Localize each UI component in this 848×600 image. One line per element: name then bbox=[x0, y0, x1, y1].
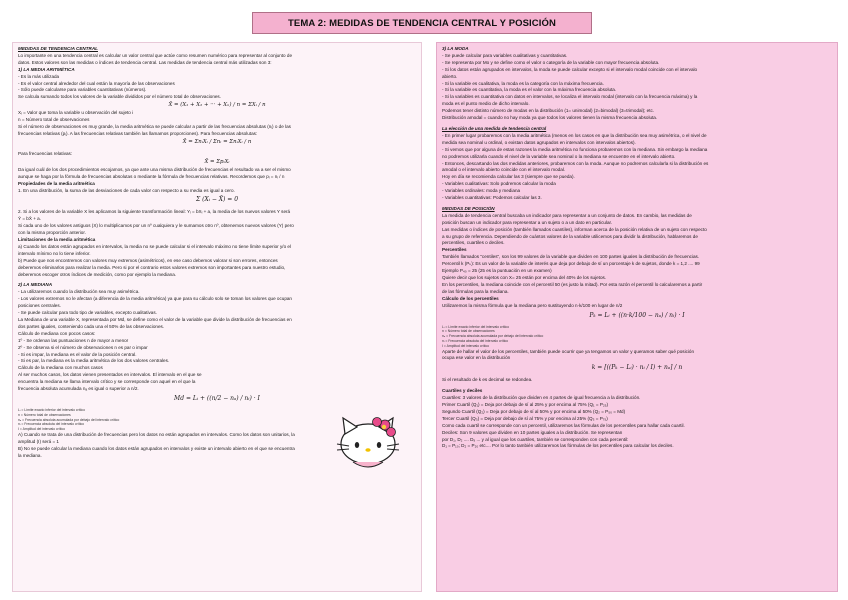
text-line: 2. Si a los valores de la variable X les aplicamos la siguiente transformación lineal: Yᵢ = bXᵢ + a, la media de los nuevos valores Y será bbox=[18, 209, 291, 215]
text-line: a) Cuando los datos están agrupados en intervalos, la media no se puede calcular si el intervalo máximo no tiene límite superior y/o el bbox=[18, 243, 291, 249]
text-line: Tercer Cuartil (Q₃) = Deja por debajo de sí al 75% y por encima al 25% (Q₃ = P₇₅) bbox=[442, 415, 608, 421]
text-line: - Variables cuantitativas: Podemos calcular las 3. bbox=[442, 195, 542, 201]
section-heading: 3) LA MODA bbox=[442, 46, 469, 51]
text-line: - La utilizaremos cuando la distribución sea muy asimétrica. bbox=[18, 289, 140, 295]
text-line: con la misma proporción anterior. bbox=[18, 230, 86, 236]
text-line: Distribución amodal = cuando no hay moda ya que todos los valores tienen la misma frecuencia absoluta. bbox=[442, 115, 658, 121]
formula: X̄ = ΣpᵢXᵢ bbox=[204, 158, 230, 165]
text-line: Lᵢ = Límite exacto inferior del intervalo crítico bbox=[442, 324, 509, 329]
section-heading: 1) LA MEDIA ARITMÉTICA bbox=[18, 66, 75, 72]
formula: k = [((Pₖ − Lᵢ) · nᵢ / I) + nₐ] / n bbox=[591, 364, 683, 372]
text-line: 1. En una distribución, la suma de las desviaciones de cada valor con respecto a su media es igual a cero. bbox=[18, 187, 235, 193]
section-heading: MEDIDAS DE TENDENCIA CENTRAL bbox=[18, 46, 98, 51]
page-title: TEMA 2: MEDIDAS DE TENDENCIA CENTRAL Y POSICIÓN bbox=[288, 17, 556, 29]
text-line: Cálculo de mediana con pocos casos: bbox=[18, 330, 96, 336]
text-line: Percentil k (Pₖ): Es un valor de la variable de interés que deja por debajo de sí un porcentaje k de sujetos, donde k = 1,2 .... 99 bbox=[442, 261, 700, 267]
text-line: Lᵢ = Límite exacto inferior del intervalo crítico bbox=[18, 407, 85, 412]
text-line: frecuencia absoluta acumulada nₐ es igual o superior a n/2. bbox=[18, 386, 139, 392]
text-line: - Si es par, la mediana es la media aritmética de los dos valores centrales. bbox=[18, 358, 170, 364]
text-line: - Se puede calcular para variables cualitativas y cuantitativas. bbox=[442, 52, 568, 58]
text-line: percentiles, cuartiles o deciles. bbox=[442, 240, 505, 246]
text-line: no podremos utilizarla cuando el nivel de la variable sea nominal o la mediana se encuentre en el intervalo abierto. bbox=[442, 153, 676, 159]
text-line: - Si es impar, la mediana es el valor de la posición central. bbox=[18, 351, 137, 357]
text-line: aunque se haga por la fórmula de frecuencias absolutas o mediante la fórmula de frecuencias relativas. Recordemos que pᵢ = nᵢ / n bbox=[18, 173, 285, 179]
text-line: n = Número total de observaciones bbox=[18, 117, 90, 123]
text-line: datos. Estos valores son las medidas o índices de tendencia central. Las medidas de tendencia central más utilizadas son 3: bbox=[18, 59, 272, 65]
text-line: I = Amplitud del intervalo crítico bbox=[18, 427, 66, 432]
section-heading: Cuartiles y deciles bbox=[442, 388, 483, 394]
text-line: la mediana. bbox=[18, 452, 42, 458]
text-line: D₁ = P₁₀; D₂ = P₂₀ etc.... Por lo tanto también utilizaremos las fórmulas de los percentiles para calcular los deciles. bbox=[442, 443, 674, 449]
text-line: Si el resultado de k es decimal se redondea. bbox=[442, 377, 533, 383]
section-heading: Percentiles bbox=[442, 247, 467, 253]
text-line: Como cada cuartil se corresponde con un percentil, utilizaremos las fórmulas de los percentiles para hallar cada cuartil. bbox=[442, 422, 685, 428]
text-line: dos partes iguales, conteniendo cada una el 50% de las observaciones. bbox=[18, 323, 165, 329]
text-line: - Variables ordinales: moda y mediana bbox=[442, 188, 521, 194]
text-line: - Si los datos están agrupados en intervalos, la moda se puede calcular excepto si el intervalo modal coincide con el intervalo bbox=[442, 66, 698, 72]
text-line: nₐ = Frecuencia absoluta acumulada por debajo del intervalo crítico bbox=[442, 334, 544, 339]
text-line: - Variables cualitativas: Solo podremos calcular la moda bbox=[442, 181, 556, 187]
section-heading: La elección de una medida de tendencia central bbox=[442, 125, 547, 131]
text-line: Si cada uno de los valores antiguos (X) lo multiplicamos por un nº cualquiera y le sumamos otro nº, obtenemos nuevos valores (Y) pero bbox=[18, 223, 294, 229]
text-line: medida sea nominal u ordinal, o existan datos agrupados en intervalos con intervalos abiertos). bbox=[442, 139, 636, 145]
text-line: Si el número de observaciones es muy grande, la media aritmética se puede calcular a partir de las frecuencias absolutas (nᵢ) o de las bbox=[18, 124, 291, 130]
text-line: frecuencias relativas (pᵢ). A las frecuencias relativas también las llamamos proporciones). Para frecuencias absolutas: bbox=[18, 130, 258, 136]
text-line: 1º - Se ordenan las puntuaciones n de mayor a menor bbox=[18, 337, 129, 343]
text-line: Segundo Cuartil (Q₂) = Deja por debajo de sí al 50% y por encima al 50% (Q₂ = P₅₀ = Md) bbox=[442, 408, 626, 414]
text-line: posición buscan un indicador para representar a un sujeto o a un dato en particular. bbox=[442, 219, 613, 225]
text-line: B) No se puede calcular la mediana cuando los datos están agrupados en intervalos y existe un intervalo abierto en el que se encuentra bbox=[18, 445, 295, 451]
text-line: n = Número total de observaciones bbox=[18, 412, 71, 417]
formula: X̄ = (X₁ + X₂ + ··· + Xₙ) / n = ΣXᵢ / n bbox=[168, 102, 266, 109]
text-line: - Se representa por Mo y se define como el valor o categoría de la variable con mayor frecuencia absoluta. bbox=[442, 59, 660, 65]
text-line: Al ser muchos casos, los datos vienen presentados en intervalos. El intervalo en el que se bbox=[18, 372, 202, 378]
text-line: Cuartiles: 3 valores de la distribución que dividen en 4 partes de igual frecuencia a la distribución. bbox=[442, 395, 641, 401]
text-line: Da igual cuál de los dos procedimientos escojamos, ya que ante una misma distribución de frecuencias el resultado va a ser el mismo bbox=[18, 166, 291, 172]
text-line: - Los valores extremos no le afectan (a diferencia de la media aritmética) ya que para su cálculo solo se toman los valores que ocupan bbox=[18, 296, 292, 302]
text-line: deberemos eliminarlos para realizar la media. Pero si por el contrario estos valores extremos son importantes para nuestro estudio, bbox=[18, 264, 286, 270]
text-line: I = Amplitud del intervalo crítico bbox=[442, 343, 490, 348]
formula: Σ (Xᵢ − X̄) = 0 bbox=[195, 196, 239, 204]
text-line: de las fórmulas para la mediana. bbox=[442, 288, 509, 294]
text-line: - Si la variable es cuantitativa, la moda es el valor con la máxima frecuencia absoluta. bbox=[442, 87, 617, 93]
text-line: Se calcula sumando todos los valores de la variable divididos por el número total de observaciones. bbox=[18, 94, 222, 100]
text-line: La Mediana de una variable X, representada por Md, se define como el valor de la variable que divide la distribución de frecuencias en bbox=[18, 317, 292, 322]
text-line: Utilizaremos la misma fórmula que la mediana pero sustituyendo n·k/100 en lugar de n/2 bbox=[442, 302, 623, 308]
text-line: posiciones centrales. bbox=[18, 303, 61, 309]
left-column bbox=[12, 42, 422, 592]
right-column bbox=[436, 42, 838, 592]
text-line: nₐ = Frecuencia absoluta acumulada por debajo del intervalo crítico bbox=[18, 417, 120, 422]
text-line: Cálculo de la mediana con muchos casos bbox=[18, 365, 103, 371]
text-line: amplitud (I) será = 1 bbox=[18, 438, 59, 444]
hello-kitty-illustration bbox=[333, 414, 403, 472]
text-line: - Es la más utilizada bbox=[18, 73, 60, 79]
text-line: ocupa ese valor en la distribución bbox=[442, 355, 511, 361]
text-line: Aparte de hallar el valor de los percentiles, también puede ocurrir que ya tengamos un valor y queramos saber qué posición bbox=[442, 348, 695, 354]
text-line: - Si la variable es cualitativa, la moda es la categoría con la máxima frecuencia. bbox=[442, 80, 604, 86]
text-line: Las medidas o índices de posición (también llamados cuantiles), informan acerca de la posición relativa de un sujeto con respecto bbox=[442, 226, 707, 232]
text-line: intervalo mínimo no lo tiene inferior. bbox=[18, 250, 91, 256]
formula: X̄ = ΣnᵢXᵢ / Σnᵢ = ΣnᵢXᵢ / n bbox=[182, 138, 252, 145]
text-line: Lo importante en una tendencia central es calcular un valor central que actúe como resumen numérico para representar al conjunto de bbox=[18, 52, 292, 58]
text-line: Quiere decir que los sujetos con X= 25 están por encima del 40% de los sujetos. bbox=[442, 275, 607, 280]
title-banner bbox=[252, 12, 592, 34]
text-line: Deciles: Son 9 valores que dividen en 10 partes iguales a la distribución. Se representan bbox=[442, 429, 623, 435]
text-line: - Entonces, descartando las dos medidas anteriores, probaremos con la moda. Aunque no podremos calcularla si la distribución es bbox=[442, 160, 709, 166]
text-line: encuentra la mediana se llama intervalo crítico y se corresponde con aquel en el que la bbox=[18, 379, 196, 385]
text-line: abierto. bbox=[442, 73, 458, 79]
text-line: b) Puede que nos encontremos con valores muy extremos (asimétricos), en ese caso debemos valorar si son errores, entonces bbox=[18, 257, 278, 263]
text-line: Hoy en día se recomienda calcular las 3 (siempre que se pueda). bbox=[442, 174, 575, 180]
text-line: Ejemplo P₄₀ = 25 (25 es la puntuación en un examen) bbox=[442, 268, 552, 274]
text-line: Primer Cuartil (Q₁) = Deja por debajo de sí al 25% y por encima al 75% (Q₁ = P₂₅) bbox=[442, 402, 609, 408]
text-line: En los percentiles, la mediana coincide con el percentil 50 (es justo la mitad). Por esta razón el percentil lo calcularemos a partir bbox=[442, 281, 703, 287]
text-line: - En primer lugar probaremos con la media aritmética (menos en los casos en que la distribución sea muy asimétrica, o el nivel de bbox=[442, 132, 707, 138]
text-line: nᵢ = Frecuencia absoluta del intervalo crítico bbox=[442, 338, 509, 343]
formula: Md = Lᵢ + ((n/2 − nₐ) / nᵢ) · I bbox=[174, 394, 260, 402]
text-line: a su grupo de referencia. Dependiendo de cuántos valores de la variable utilicemos para dividir la distribución, hablaremos de bbox=[442, 233, 698, 239]
text-line: - Es el valor central alrededor del cual están la mayoría de las observaciones bbox=[18, 80, 175, 86]
text-line: La medida de tendencia central buscaba un indicador para representar a un conjunto de datos. En cambio, las medidas de bbox=[442, 212, 692, 218]
section-heading: Limitaciones de la media aritmética bbox=[18, 237, 96, 243]
section-heading: Cálculo de los percentiles bbox=[442, 295, 499, 301]
text-line: - Se puede calcular para todo tipo de variables, excepto cualitativas. bbox=[18, 310, 157, 316]
section-heading: Propiedades de la media aritmética bbox=[18, 180, 95, 186]
text-line: Podemos tener distinto número de modas en la distribución (1= unimodal) (2=bimodal) (3=trimodal); etc. bbox=[442, 108, 655, 114]
text-line: Xᵢ = Valor que toma la variable u observación del sujeto i bbox=[18, 110, 134, 116]
text-line: deberemos escoger otros índices de medición, como por ejemplo la mediana. bbox=[18, 271, 177, 277]
section-heading: 2) LA MEDIANA bbox=[18, 282, 53, 288]
text-line: n = Número total de observaciones bbox=[442, 329, 495, 334]
text-line: Ȳ = bX̄ + a. bbox=[18, 216, 41, 222]
text-line: nᵢ = Frecuencia absoluta del intervalo crítico bbox=[18, 422, 85, 427]
text-line: 2º - Se observa si el número de observaciones n es par o impar bbox=[18, 344, 148, 350]
text-line: moda es el punto medio de dicho intervalo. bbox=[442, 101, 530, 107]
text-line: - Si vemos que por alguna de estas razones la media aritmética no funciona probaremos con la mediana. Sin embargo la mediana bbox=[442, 146, 708, 152]
text-line: amodal o el intervalo abierto coincide con el intervalo modal. bbox=[442, 167, 566, 173]
section-heading: MEDIDAS DE POSICIÓN bbox=[442, 205, 495, 211]
text-line: A) Cuando se trata de una distribución de frecuencias pero los datos no están agrupados en intervalos. Como los datos son unitarios, la bbox=[18, 431, 295, 437]
text-line: Para frecuencias relativas: bbox=[18, 150, 73, 156]
formula: Pₖ = Lᵢ + ((n·k/100 − nₐ) / nᵢ) · I bbox=[589, 311, 685, 319]
text-line: - Si la variables es cuantitativa con datos en intervalos, se localiza el intervalo modal (intervalo con la frecuencia máxima) y la bbox=[442, 94, 698, 100]
text-line: por D₁, D₂ .... D₉ ... y al igual que los cuartiles, también se corresponden con cada percentil: bbox=[442, 436, 629, 442]
text-line: También llamados "centiles", son los 99 valores de la variable que dividen en 100 partes iguales la distribución de frecuencias. bbox=[442, 254, 700, 260]
text-line: - Sólo puede calcularse para variables cuantitativas (números). bbox=[18, 87, 147, 93]
